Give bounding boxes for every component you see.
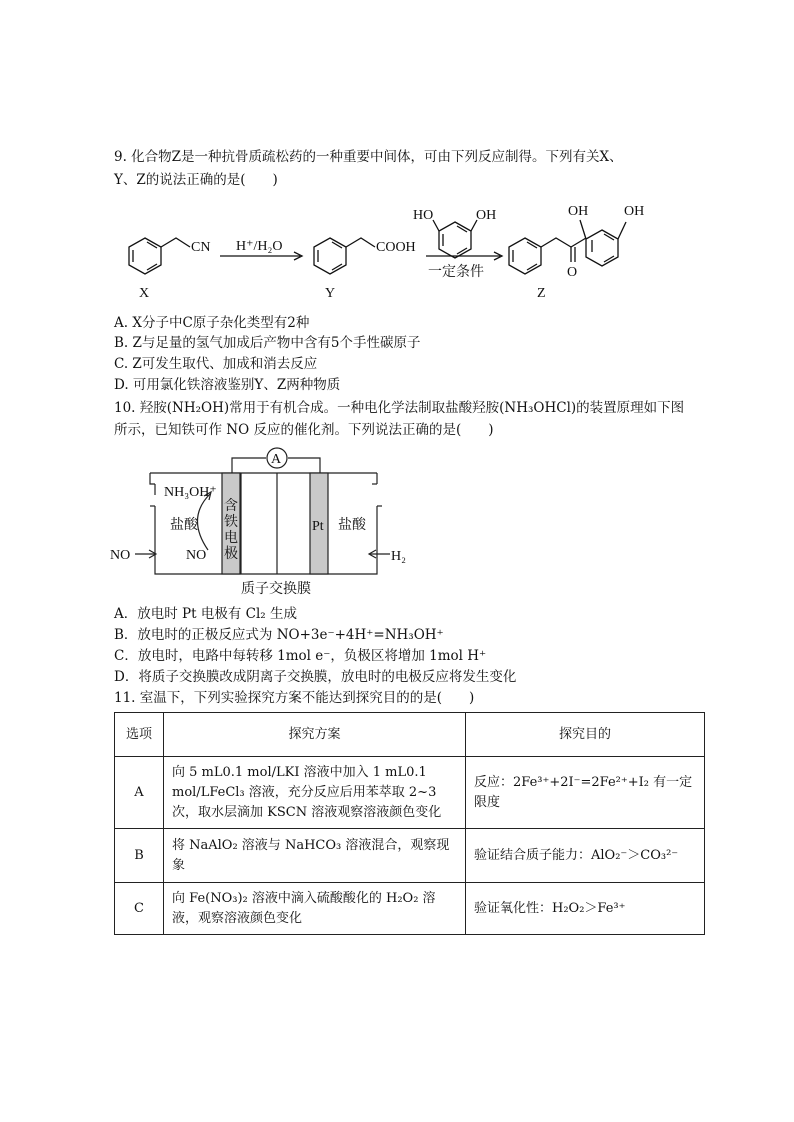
table-row <box>115 757 705 829</box>
q9-option-d: D. 可用氯化铁溶液鉴别Y、Z两种物质 <box>114 377 341 393</box>
z-benzene-ring-right <box>586 230 618 266</box>
q10-option-d: D．将质子交换膜改成阴离子交换膜，放电时的电极反应将发生变化 <box>114 669 517 685</box>
row-b-plan: 将 NaAlO₂ 溶液与 NaHCO₃ 溶液混合，观察现象 <box>164 829 466 883</box>
header-goal: 探究目的 <box>466 713 705 757</box>
q10-option-b: B．放电时的正极反应式为 NO+3e⁻+4H⁺=NH₃OH⁺ <box>114 627 444 643</box>
iron-electrode-char-4: 极 <box>224 547 238 562</box>
z-label: Z <box>537 286 546 301</box>
q9-option-a: A. X分子中C原子杂化类型有2种 <box>114 315 310 331</box>
q11-stem: 11. 室温下，下列实验探究方案不能达到探究目的的是( ) <box>114 690 475 706</box>
row-c-plan: 向 Fe(NO₃)₂ 溶液中滴入硫酸酸化的 H₂O₂ 溶液，观察溶液颜色变化 <box>164 883 466 935</box>
q10-option-c: C．放电时，电路中每转移 1mol e⁻，负极区将增加 1mol H⁺ <box>114 648 487 664</box>
pt-electrode-label: Pt <box>312 519 324 534</box>
z-oh-para: OH <box>624 204 645 219</box>
experiment-table <box>114 712 705 935</box>
q10-option-a: A．放电时 Pt 电极有 Cl₂ 生成 <box>114 606 297 622</box>
h2-inlet-label: H₂ <box>391 549 406 564</box>
table-row <box>115 883 705 935</box>
no-inlet-label: NO <box>110 548 131 563</box>
right-solution-label: 盐酸 <box>338 518 366 533</box>
q9-stem-line2: Y、Z的说法正确的是( ) <box>114 172 278 188</box>
q9-reaction-scheme <box>0 0 794 320</box>
row-b-option: B <box>115 829 164 883</box>
x-label: X <box>139 286 150 301</box>
x-benzene-ring <box>129 238 161 274</box>
membrane-label: 质子交换膜 <box>241 582 311 597</box>
iron-electrode-char-2: 铁 <box>224 515 238 530</box>
row-c-option: C <box>115 883 164 935</box>
z-oh-ortho: OH <box>568 204 589 219</box>
reagent-1: H⁺/H₂O <box>236 239 283 254</box>
x-cn-group: CN <box>191 240 211 255</box>
row-a-option: A <box>115 757 164 829</box>
table-row <box>115 829 705 883</box>
row-a-plan: 向 5 mL0.1 mol/LKI 溶液中加入 1 mL0.1 mol/LFeCl₃ 溶液，充分反应后用苯萃取 2~3 次，取水层滴加 KSCN 溶液观察溶液颜色变化 <box>164 757 466 829</box>
reaction-condition: 一定条件 <box>428 265 484 280</box>
header-option: 选项 <box>115 713 164 757</box>
iron-electrode-char-3: 电 <box>224 531 238 546</box>
q9-option-c: C. Z可发生取代、加成和消去反应 <box>114 356 318 372</box>
table-header-row <box>115 713 705 757</box>
z-benzene-ring-left <box>509 238 541 274</box>
y-label: Y <box>325 286 336 301</box>
q9-stem-line1: 9. 化合物Z是一种抗骨质疏松药的一种重要中间体，可由下列反应制得。下列有关X、 <box>114 149 623 165</box>
resorcinol-oh: OH <box>476 208 497 223</box>
iron-electrode-char-1: 含 <box>224 499 238 514</box>
q10-electrolysis-diagram <box>0 440 794 600</box>
y-cooh-group: COOH <box>376 240 416 255</box>
q9-option-b: B. Z与足量的氢气加成后产物中含有5个手性碳原子 <box>114 335 421 351</box>
y-benzene-ring <box>314 238 346 274</box>
resorcinol-ho: HO <box>413 208 434 223</box>
z-carbonyl-o: O <box>567 265 578 280</box>
row-c-goal: 验证氧化性：H₂O₂＞Fe³⁺ <box>466 883 705 935</box>
product-label: NH₃OH⁺ <box>164 485 217 500</box>
row-b-goal: 验证结合质子能力：AlO₂⁻＞CO₃²⁻ <box>466 829 705 883</box>
header-plan: 探究方案 <box>164 713 466 757</box>
resorcinol-ring <box>439 222 471 258</box>
ammeter-label: A <box>271 452 282 467</box>
no-inside-label: NO <box>186 548 207 563</box>
left-solution-label: 盐酸 <box>170 518 198 533</box>
q10-stem-line2: 所示，已知铁可作 NO 反应的催化剂。下列说法正确的是( ) <box>114 422 494 438</box>
row-a-goal: 反应：2Fe³⁺+2I⁻=2Fe²⁺+I₂ 有一定限度 <box>466 757 705 829</box>
q10-stem-line1: 10. 羟胺(NH₂OH)常用于有机合成。一种电化学法制取盐酸羟胺(NH₃OHCl)的装置原理如下图 <box>114 400 685 416</box>
